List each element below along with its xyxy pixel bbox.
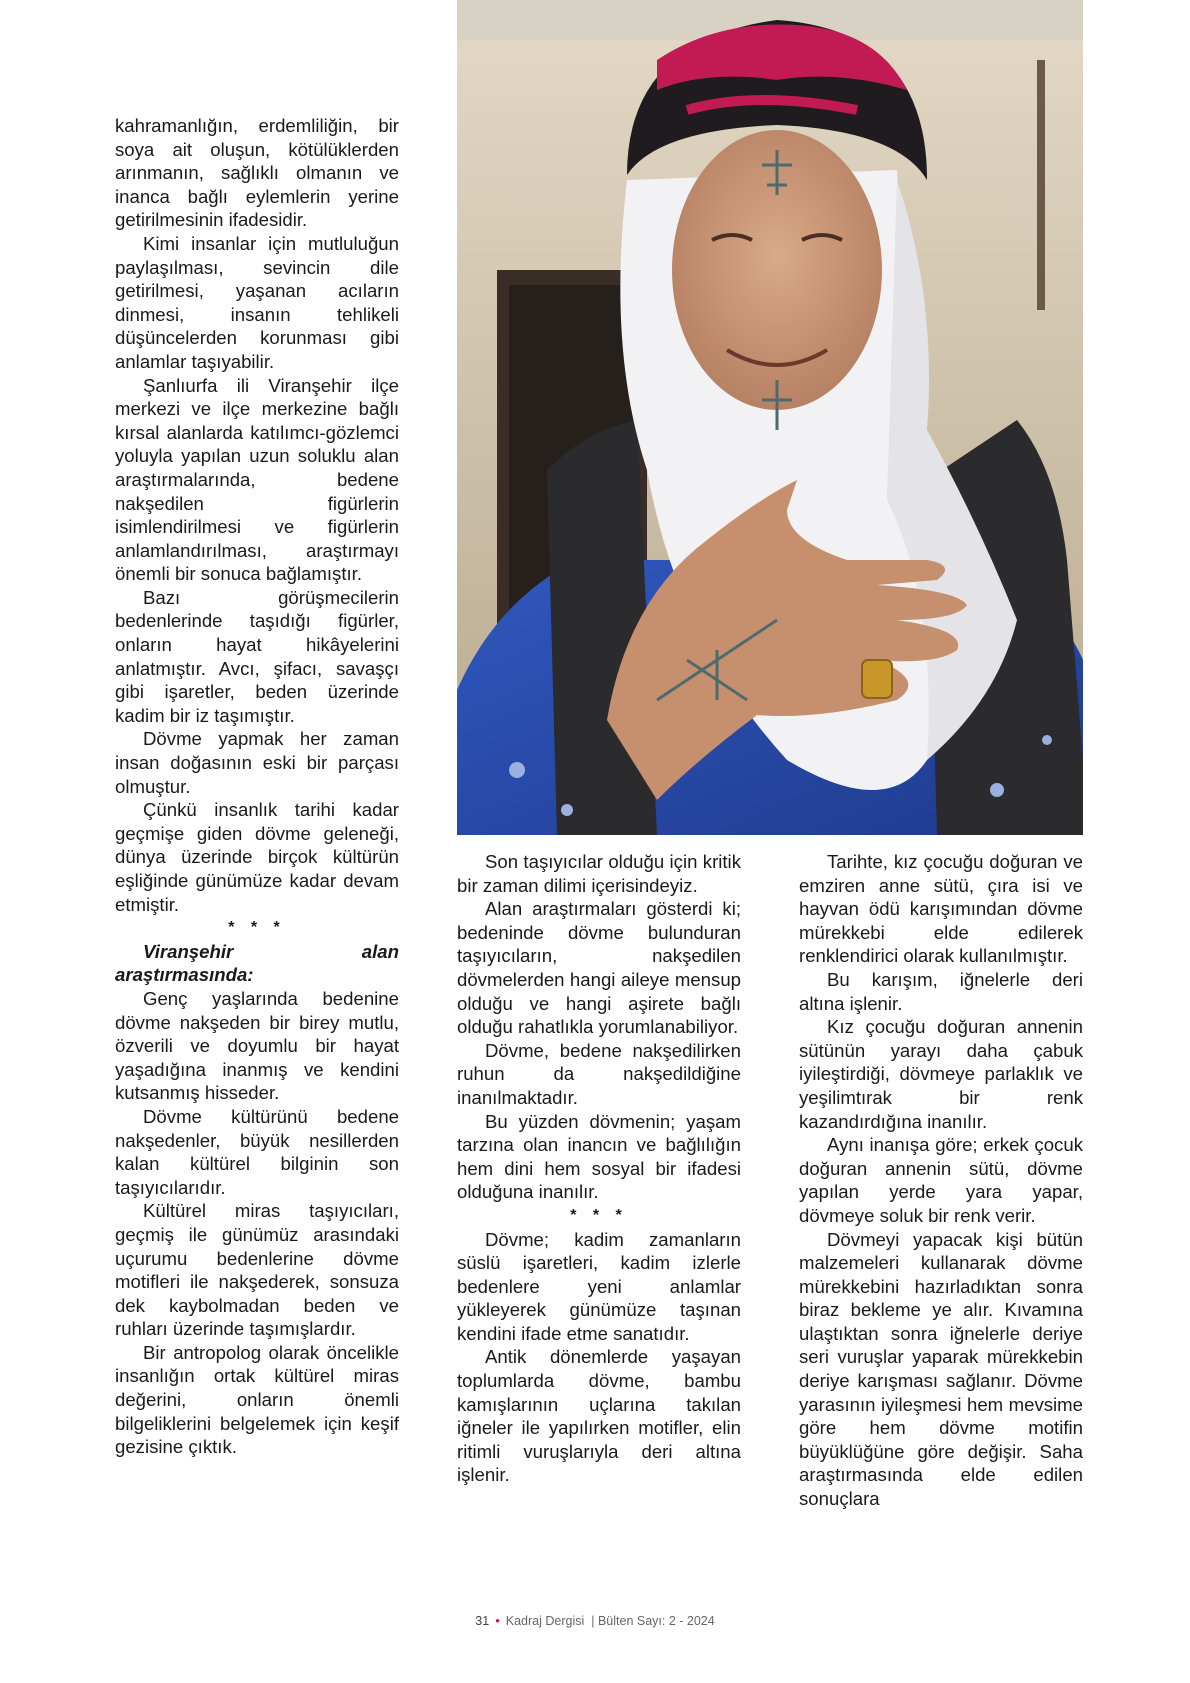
paragraph: Antik dönemlerde yaşayan toplumlarda dövme, bambu kamışlarının uçlarına takılan iğneler ile yapılırken motifler, elin ritimli vuruşlarıyla deri altına işlenir. — [457, 1346, 741, 1486]
paragraph: Son taşıyıcılar olduğu için kritik bir zaman dilimi içerisindeyiz. — [457, 851, 741, 896]
paragraph: kahramanlığın, erdemliliğin, bir soya ait oluşun, kötülüklerden arınmanın, sağlıklı olmanın ve inanca bağlı eylemlerin yerine getirilmesinin ifadesidir. — [115, 115, 399, 231]
page-footer — [0, 1613, 1190, 1628]
paragraph: Dövmeyi yapacak kişi bütün malzemeleri kullanarak dövme mürekkebini hazırladıktan sonra biraz bekleme ye alır. Kıvamına ulaştıktan sonra iğnelerle deriye seri vuruşlar yaparak mürekkebin deriye karışması sağlanır. Dövme yarasının iyileşmesi hem mevsime göre hem dövme motifin büyüklüğüne göre değişir. Saha araştırmasında elde edilen sonuçlara — [799, 1228, 1083, 1510]
middle-text-column — [457, 850, 741, 1487]
paragraph: Dövme kültürünü bedene nakşedenler, büyük nesillerden kalan kültürel bilginin son taşıyıcılarıdır. — [115, 1105, 399, 1198]
portrait-photo — [457, 0, 1083, 835]
left-text-column — [115, 114, 399, 1459]
paragraph: Tarihte, kız çocuğu doğuran ve emziren anne sütü, çıra isi ve hayvan ödü karışımından dövme mürekkebi elde edilerek renklendirici olarak kullanılmıştır. — [799, 851, 1083, 967]
paragraph: Bir antropolog olarak öncelikle insanlığın ortak kültürel miras değerini, onların önemli bilgeliklerini belgelemek için keşif gezisine çıktık. — [115, 1341, 399, 1458]
paragraph: Bazı görüşmecilerin bedenlerinde taşıdığı figürler, onların hayat hikâyelerini anlatmıştır. Avcı, şifacı, savaşçı gibi işaretler, beden üzerinde kadim bir iz taşımıştır. — [115, 586, 399, 726]
magazine-name: Kadraj Dergisi — [505, 1614, 585, 1628]
issue-info: | Bülten Sayı: 2 - 2024 — [591, 1614, 715, 1628]
page-number: 31 — [475, 1614, 490, 1628]
paragraph: Bu karışım, iğnelerle deri altına işlenir. — [799, 968, 1083, 1014]
paragraph: Kültürel miras taşıyıcıları, geçmiş ile günümüz arasındaki uçurumu bedenlerine dövme motifleri ile nakşederek, sonsuza dek kaybolmadan beden ve ruhları üzerinde taşımışlardır. — [115, 1200, 399, 1340]
paragraph: Dövme, bedene nakşedilirken ruhun da nakşedildiğine inanılmaktadır. — [457, 1039, 741, 1108]
paragraph: Kimi insanlar için mutluluğun paylaşılması, sevincin dile getirilmesi, yaşanan acıların dinmesi, insanın tehlikeli düşüncelerden korunması gibi anlamlar taşıyabilir. — [115, 232, 399, 372]
paragraph: Şanlıurfa ili Viranşehir ilçe merkezi ve ilçe merkezine bağlı kırsal alanlarda katılımcı-gözlemci yoluyla yapılan uzun soluklu alan araştırmalarında, bedene nakşedilen figürlerin isimlendirilmesi ve figürlerin anlamlandırılması, araştırmayı önemli bir sonuca bağlamıştır. — [115, 374, 399, 585]
section-divider: * * * — [228, 919, 286, 937]
paragraph: Alan araştırmaları gösterdi ki; bedeninde dövme bulunduran taşıyıcıların, nakşedilen dövmelerden hangi aileye mensup olduğu ve hangi aşirete bağlı olduğu rahatlıkla yorumlanabiliyor. — [457, 898, 741, 1038]
paragraph: Kız çocuğu doğuran annenin sütünün yarayı daha çabuk iyileştirdiği, dövmeye parlaklık ve yeşilimtırak bir renk kazandırdığına inanılır. — [799, 1016, 1083, 1132]
bullet-icon: • — [495, 1613, 500, 1628]
paragraph: Dövme yapmak her zaman insan doğasının eski bir parçası olmuştur. — [115, 728, 399, 797]
paragraph: Çünkü insanlık tarihi kadar geçmişe giden dövme geleneği, dünya üzerinde birçok kültürün eşliğinde günümüze kadar devam etmiştir. — [115, 799, 399, 915]
paragraph: Aynı inanışa göre; erkek çocuk doğuran annenin sütü, dövme yapılan yerde yara yapar, dövmeye soluk bir renk verir. — [799, 1134, 1083, 1226]
right-text-column — [799, 850, 1083, 1511]
section-divider: * * * — [570, 1206, 628, 1224]
paragraph: Dövme; kadim zamanların süslü işaretleri, kadim izlerle bedenlere yeni anlamlar yükleyerek günümüze taşınan kendini ifade etme sanatıdır. — [457, 1228, 741, 1344]
paragraph: Bu yüzden dövmenin; yaşam tarzına olan inancın ve bağlılığın hem dini hem sosyal bir ifadesi olduğuna inanılır. — [457, 1110, 741, 1203]
paragraph: Genç yaşlarında bedenine dövme nakşeden bir birey mutlu, özverili ve doyumlu bir hayat yaşadığına inanmış ve kendini kutsanmış hisseder. — [115, 987, 399, 1104]
section-heading: Viranşehir alan araştırmasında: — [115, 940, 399, 986]
